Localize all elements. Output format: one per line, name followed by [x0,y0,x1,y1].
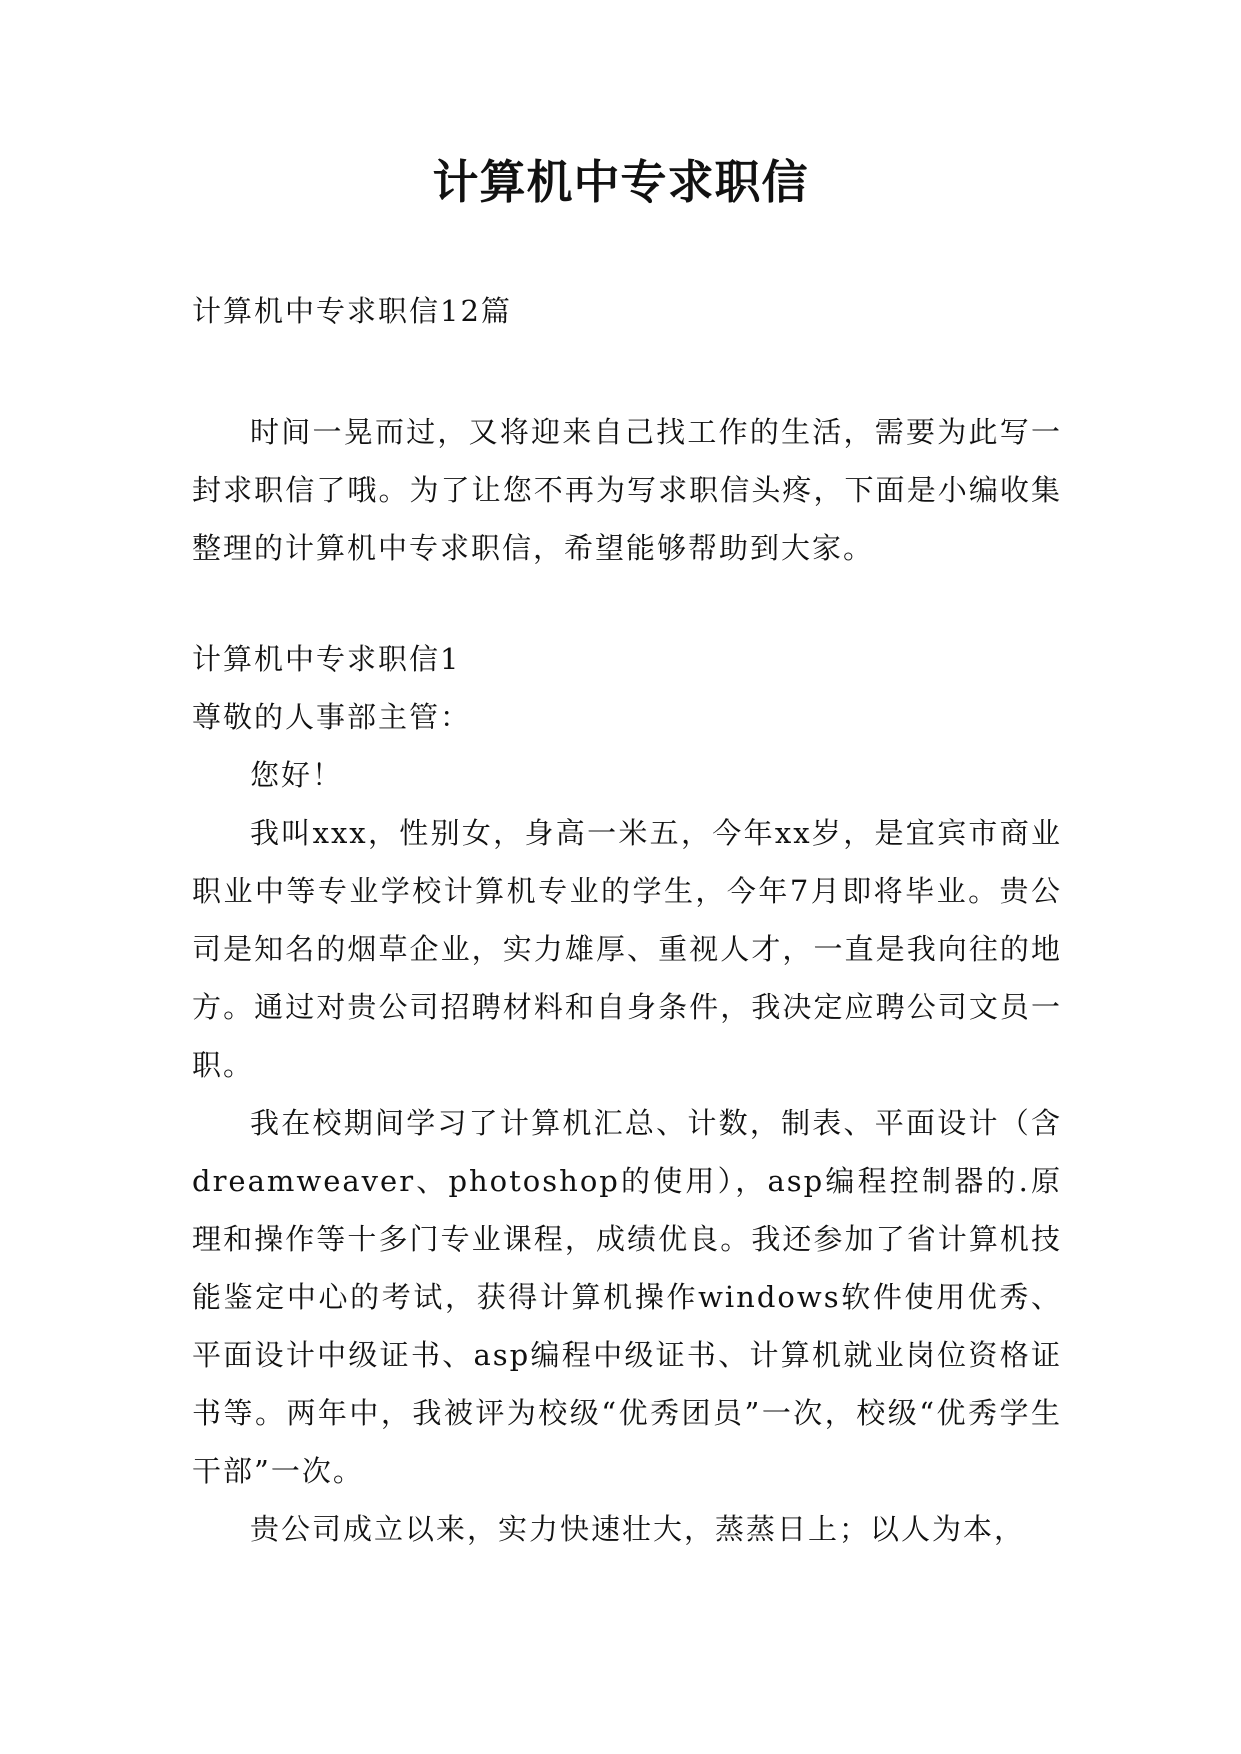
document-subtitle-block [192,282,1062,340]
letter-heading: 计算机中专求职信1 [192,642,461,676]
letter-paragraph: 贵公司成立以来，实力快速壮大，蒸蒸日上；以人为本， [250,1512,1026,1546]
document-subtitle: 计算机中专求职信12篇 [192,294,512,328]
intro-block [192,403,1062,577]
letter-greeting: 您好！ [250,758,344,792]
letter-paragraph: 我叫xxx，性别女，身高一米五，今年xx岁，是宜宾市商业职业中等专业学校计算机专业的学生，今年7月即将毕业。贵公司是知名的烟草企业，实力雄厚、重视人才，一直是我向往的地方。通过对贵公司招聘材料和自身条件，我决定应聘公司文员一职。 [192,816,1062,1082]
letter-block [192,630,1062,1558]
intro-paragraph: 时间一晃而过，又将迎来自己找工作的生活，需要为此写一封求职信了哦。为了让您不再为写求职信头疼，下面是小编收集整理的计算机中专求职信，希望能够帮助到大家。 [192,415,1062,565]
page-title: 计算机中专求职信 [432,155,809,209]
letter-salutation: 尊敬的人事部主管： [192,700,472,734]
letter-paragraph: 我在校期间学习了计算机汇总、计数，制表、平面设计（含dreamweaver、photoshop的使用），asp编程控制器的.原理和操作等十多门专业课程，成绩优良。我还参加了省计算机技能鉴定中心的考试，获得计算机操作windows软件使用优秀、平面设计中级证书、asp编程中级证书、计算机就业岗位资格证书等。两年中，我被评为校级“优秀团员”一次，校级“优秀学生干部”一次。 [192,1106,1062,1488]
